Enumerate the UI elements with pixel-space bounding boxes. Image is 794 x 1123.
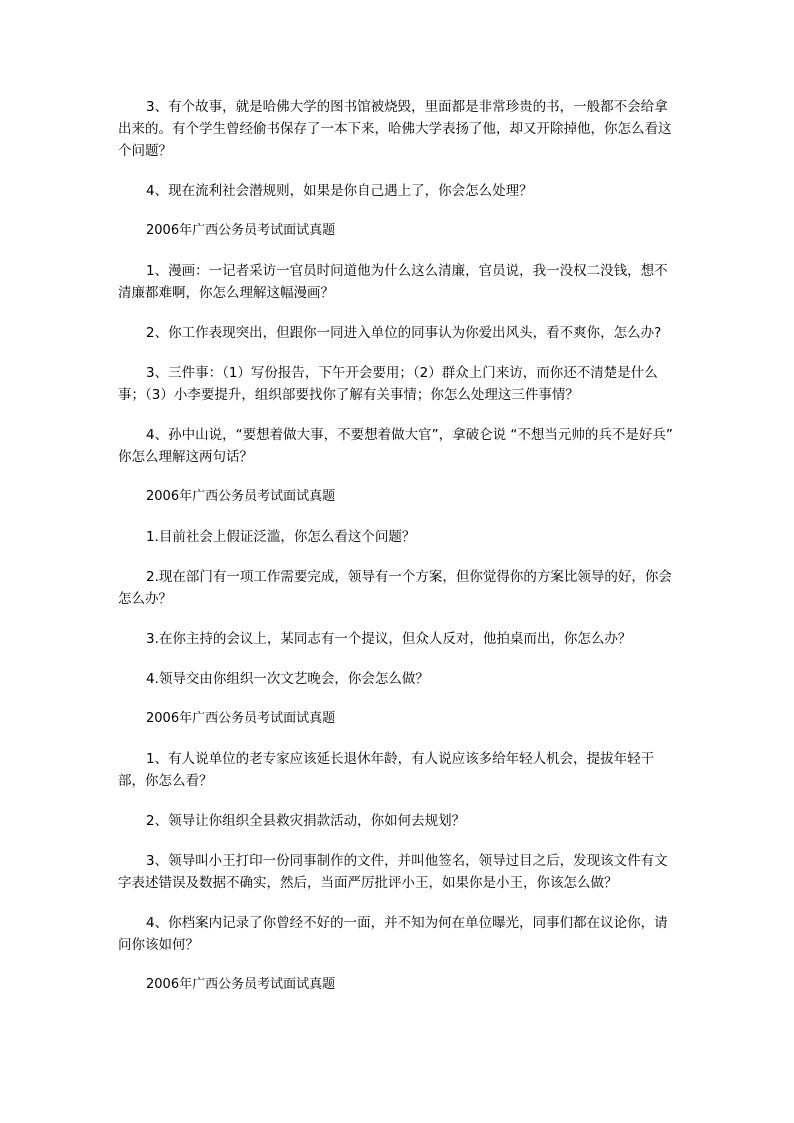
paragraph-spacer bbox=[118, 242, 680, 260]
paragraph-spacer bbox=[118, 468, 680, 486]
paragraph-spacer bbox=[118, 344, 680, 362]
paragraph-spacer bbox=[118, 956, 680, 974]
question-paragraph: 3、有个故事，就是哈佛大学的图书馆被烧毁，里面都是非常珍贵的书，一般都不会给拿出来的。有个学生曾经偷书保存了一本下来，哈佛大学表扬了他，却又开除掉他，你怎么看这个问题？ bbox=[118, 99, 672, 159]
question-paragraph: 3、领导叫小王打印一份同事制作的文件，并叫他签名，领导过目之后，发现该文件有文字表述错误及数据不确实，然后，当面严厉批评小王，如果你是小王，你该怎么做？ bbox=[118, 853, 668, 891]
paragraph-spacer bbox=[118, 610, 680, 628]
section-heading: 2006年广西公务员考试面试真题 bbox=[146, 977, 336, 992]
paragraph-spacer bbox=[118, 202, 680, 220]
section-heading: 2006年广西公务员考试面试真题 bbox=[146, 223, 336, 238]
question-paragraph: 4.领导交由你组织一次文艺晚会，你会怎么做？ bbox=[146, 671, 429, 687]
question-paragraph: 1、漫画：一记者采访一官员时问道他为什么这么清廉，官员说，我一没权二没钱，想不清廉都难啊，你怎么理解这幅漫画？ bbox=[118, 263, 668, 301]
paragraph-spacer bbox=[118, 690, 680, 708]
paragraph-spacer bbox=[118, 730, 680, 748]
question-paragraph: 4、孙中山说，“要想着做大事，不要想着做大官”，拿破仑说 “不想当元帅的兵不是好兵” 你怎么理解这两句话？ bbox=[118, 427, 673, 465]
question-paragraph: 4、现在流利社会潜规则，如果是你自己遇上了，你会怎么处理？ bbox=[146, 183, 533, 199]
question-paragraph: 4、你档案内记录了你曾经不好的一面，并不知为何在单位曝光，同事们都在议论你，请问你该如何？ bbox=[118, 915, 668, 953]
section-heading: 2006年广西公务员考试面试真题 bbox=[146, 489, 336, 504]
question-paragraph: 2、你工作表现突出，但跟你一同进入单位的同事认为你爱出风头，看不爽你，怎么办? bbox=[146, 325, 662, 341]
paragraph-spacer bbox=[118, 406, 680, 424]
paragraph-spacer bbox=[118, 894, 680, 912]
paragraph-spacer bbox=[118, 548, 680, 566]
paragraph-spacer bbox=[118, 508, 680, 526]
question-paragraph: 3、三件事：（1）写份报告，下午开会要用；（2）群众上门来访，而你还不清楚是什么事；（3）小李要提升，组织部要找你了解有关事情；你怎么处理这三件事情？ bbox=[118, 365, 658, 403]
question-paragraph: 1.目前社会上假证泛滥，你怎么看这个问题？ bbox=[146, 529, 416, 545]
paragraph-spacer bbox=[118, 832, 680, 850]
paragraph-spacer bbox=[118, 304, 680, 322]
paragraph-spacer bbox=[118, 792, 680, 810]
question-paragraph: 2、领导让你组织全县救灾捐款活动，你如何去规划？ bbox=[146, 813, 466, 829]
question-paragraph: 1、有人说单位的老专家应该延长退休年龄，有人说应该多给年轻人机会，提拔年轻干部，你怎么看？ bbox=[118, 751, 655, 789]
paragraph-spacer bbox=[118, 650, 680, 668]
paragraph-spacer bbox=[118, 162, 680, 180]
document-body bbox=[118, 96, 680, 996]
question-paragraph: 3.在你主持的会议上，某同志有一个提议，但众人反对，他拍桌而出，你怎么办？ bbox=[146, 631, 632, 647]
section-heading: 2006年广西公务员考试面试真题 bbox=[146, 711, 336, 726]
question-paragraph: 2.现在部门有一项工作需要完成，领导有一个方案，但你觉得你的方案比领导的好，你会怎么办？ bbox=[118, 569, 672, 607]
